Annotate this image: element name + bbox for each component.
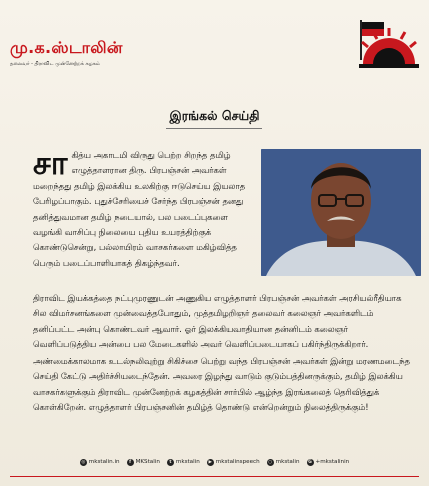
footer-youtube[interactable] bbox=[207, 459, 260, 466]
google-plus-icon: G bbox=[308, 459, 312, 465]
paragraph-1-text: கித்ய அகாடமி விருது பெற்ற சிறந்த தமிழ் எழுத்தாளரான திரு. பிரபஞ்சன் அவர்கள் மறைந்தது தமிழ் இலக்கிய உலகிற்கு ஈடுசெய்ய இயலாத பேரிழப்பாகும். புதுச்சேரியைச் சேர்ந்த பிரபஞ்சன் தனது தனித்துவமான தமிழ் நடையால், பல படைப்புகளை வழங்கி வாசிப்பு நிலையை புதிய உயரத்திற்குக் கொண்டுசென்று, பல்லாயிரம் வாசகர்களை மகிழ்வித்த பெரும் படைப்பாளியாகத் திகழ்ந்தவர். bbox=[33, 150, 246, 268]
page-title: இரங்கல் செய்தி bbox=[169, 108, 260, 123]
portrait-photo bbox=[261, 149, 421, 276]
drop-cap: சா bbox=[33, 144, 68, 182]
globe-icon: ◎ bbox=[81, 459, 86, 465]
brand-tagline: தலைவர் - திராவிட முன்னேற்றக் கழகம் bbox=[10, 61, 100, 67]
paragraph-2: திராவிட இயக்கத்தை நட்புமுரணுடன் அணுகிய எழுத்தாளர் பிரபஞ்சன் அவர்கள் அரசியல்ரீதியாக சில விமர்சனங்களை முன்வைத்தபோதும், முத்தமிழறிஞர் தலைவர் கலைஞர் அவர்களிடம் தனிப்பட்ட அன்பு கொண்டவர் ஆவார். ஓர் இலக்கியவாதியான தன்னிடம் கலைஞர் வெளிப்படுத்திய அன்பை பல மேடைகளில் அவர் வெளிப்படையாகப் பகிர்ந்திருக்கிறார். bbox=[33, 293, 402, 350]
footer-divider bbox=[10, 476, 419, 477]
social-footer bbox=[0, 456, 429, 468]
twitter-icon: t bbox=[167, 459, 174, 466]
brand-block bbox=[10, 38, 123, 67]
footer-facebook-text: MKStalin bbox=[135, 459, 160, 465]
title-underline bbox=[166, 128, 262, 129]
footer-instagram-text: mkstalin bbox=[275, 459, 300, 465]
footer-website-text: mkstalin.in bbox=[88, 459, 120, 465]
instagram-icon: ○ bbox=[268, 459, 273, 465]
footer-googleplus-text: +mkstalinin bbox=[315, 459, 350, 465]
brand-name: மு.க.ஸ்டாலின் bbox=[10, 38, 123, 57]
paragraph-1 bbox=[33, 144, 255, 271]
footer-twitter-text: mkstalin bbox=[175, 459, 200, 465]
footer-youtube-text: mkstalinspeech bbox=[215, 459, 260, 465]
footer-facebook[interactable] bbox=[127, 459, 160, 466]
facebook-icon: f bbox=[127, 459, 134, 466]
footer-twitter[interactable] bbox=[167, 459, 200, 466]
paragraph-3: அண்மைக்காலமாக உடல்நலிவுற்று சிகிச்சை பெற்று வந்த பிரபஞ்சன் அவர்கள் இன்று மரணமடைந்த செய்தி கேட்டு அதிர்ச்சியடைந்தேன். அவரை இழந்து வாடும் குடும்பத்தினருக்கும், தமிழ் இலக்கிய வாசகர்களுக்கும் திராவிட முன்னேற்றக் கழகத்தின் சார்பில் ஆழ்ந்த இரங்கலைத் தெரிவித்துக் கொள்கிறேன். எழுத்தாளர் பிரபஞ்சனின் தமிழ்த் தொண்டு என்றென்றும் நிலைத்திருக்கும்! bbox=[33, 356, 410, 413]
footer-googleplus[interactable] bbox=[307, 459, 350, 466]
youtube-icon: ▶ bbox=[208, 459, 213, 465]
footer-website[interactable] bbox=[80, 459, 120, 466]
footer-instagram[interactable] bbox=[267, 459, 300, 466]
party-flag-logo-icon bbox=[355, 14, 421, 82]
